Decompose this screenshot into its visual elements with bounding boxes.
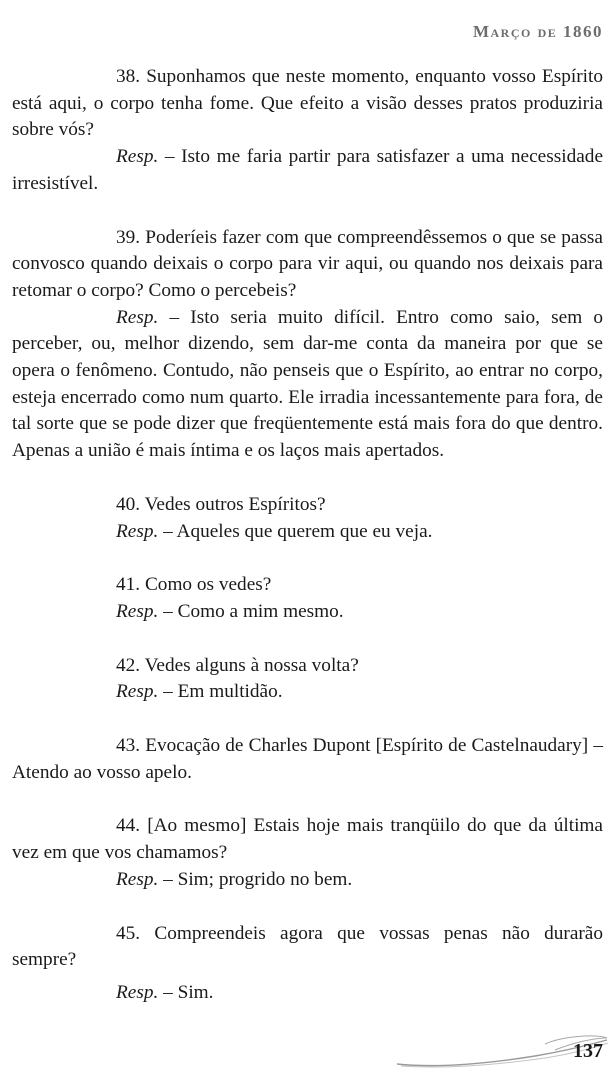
answer-paragraph: [12, 144, 603, 197]
question-number: 39.: [116, 226, 141, 248]
answer-text: – Isto me faria partir para satisfazer a uma necessidade irresistível.: [12, 146, 603, 194]
question-text: [Ao mesmo] Estais hoje mais tranqüilo do que da última vez em que vos chamamos?: [12, 815, 603, 864]
question-text: Vedes alguns à nossa volta?: [144, 654, 359, 676]
question-number: 40.: [116, 493, 141, 515]
answer-paragraph: [12, 599, 603, 626]
question-text: Evocação de Charles Dupont [Espírito de Castelnaudary] – Atendo ao vosso apelo.: [12, 735, 603, 783]
question-paragraph: [12, 921, 603, 974]
resp-label: Resp.: [116, 600, 159, 622]
question-number: 38.: [116, 66, 141, 87]
answer-paragraph: [12, 305, 603, 465]
question-paragraph: [12, 813, 603, 866]
question-number: 45.: [116, 922, 141, 944]
question-paragraph: [12, 653, 603, 680]
question-paragraph: [12, 492, 603, 519]
qa-item-41: [12, 572, 603, 625]
qa-item-38: [12, 64, 603, 198]
answer-text: – Aqueles que querem que eu veja.: [163, 520, 433, 542]
question-text: Compreendeis agora que vossas penas não durarão sempre?: [12, 922, 603, 971]
answer-text: – Sim.: [163, 981, 214, 1003]
answer-paragraph: [12, 867, 603, 894]
question-paragraph: [12, 572, 603, 599]
question-text: Suponhamos que neste momento, enquanto vosso Espírito está aqui, o corpo tenha fome. Que efeito a visão desses pratos produziria sobre vós?: [12, 66, 603, 141]
page-footer: [0, 1026, 615, 1073]
question-number: 42.: [116, 654, 141, 676]
answer-paragraph: [12, 519, 603, 546]
answer-paragraph: [12, 980, 603, 1007]
resp-label: Resp.: [116, 520, 159, 542]
answer-text: – Como a mim mesmo.: [163, 600, 344, 622]
resp-label: Resp.: [116, 146, 159, 168]
question-number: 44.: [116, 815, 141, 837]
question-text: Poderíeis fazer com que compreendêssemos o que se passa convosco quando deixais o corpo para vir aqui, ou quando nos deixais para retomar o corpo? Como o percebeis?: [12, 226, 603, 301]
answer-text: – Sim; progrido no bem.: [163, 868, 353, 890]
resp-label: Resp.: [116, 981, 159, 1003]
answer-text: – Em multidão.: [163, 681, 283, 703]
qa-item-44: [12, 813, 603, 893]
question-paragraph: [12, 733, 603, 786]
resp-label: Resp.: [116, 868, 159, 890]
answer-paragraph: [12, 679, 603, 706]
question-text: Como os vedes?: [144, 574, 272, 596]
resp-label: Resp.: [116, 681, 159, 703]
question-paragraph: [12, 225, 603, 305]
qa-item-40: [12, 492, 603, 545]
qa-item-43: [12, 733, 603, 786]
qa-item-45: [12, 921, 603, 1007]
resp-label: Resp.: [116, 306, 159, 328]
page-body: [12, 64, 603, 1034]
qa-item-42: [12, 653, 603, 706]
question-number: 41.: [116, 574, 141, 596]
qa-item-39: [12, 225, 603, 465]
running-header: Março de 1860: [472, 22, 603, 41]
page-number: 137: [573, 1040, 603, 1062]
question-number: 43.: [116, 735, 141, 757]
question-text: Vedes outros Espíritos?: [144, 493, 326, 515]
answer-text: – Isto seria muito difícil. Entro como saio, sem o perceber, ou, melhor dizendo, sem dar-me conta da maneira por que se opera o fenômeno. Contudo, não penseis que o Espírito, ao entrar no corpo, esteja encerrado como num quarto. Ele irradia incessantemente para fora, de tal sorte que se pode dizer que freqüentemente está mais fora do que dentro. Apenas a união é mais íntima e os laços mais apertados.: [12, 306, 603, 462]
question-paragraph: [12, 64, 603, 144]
